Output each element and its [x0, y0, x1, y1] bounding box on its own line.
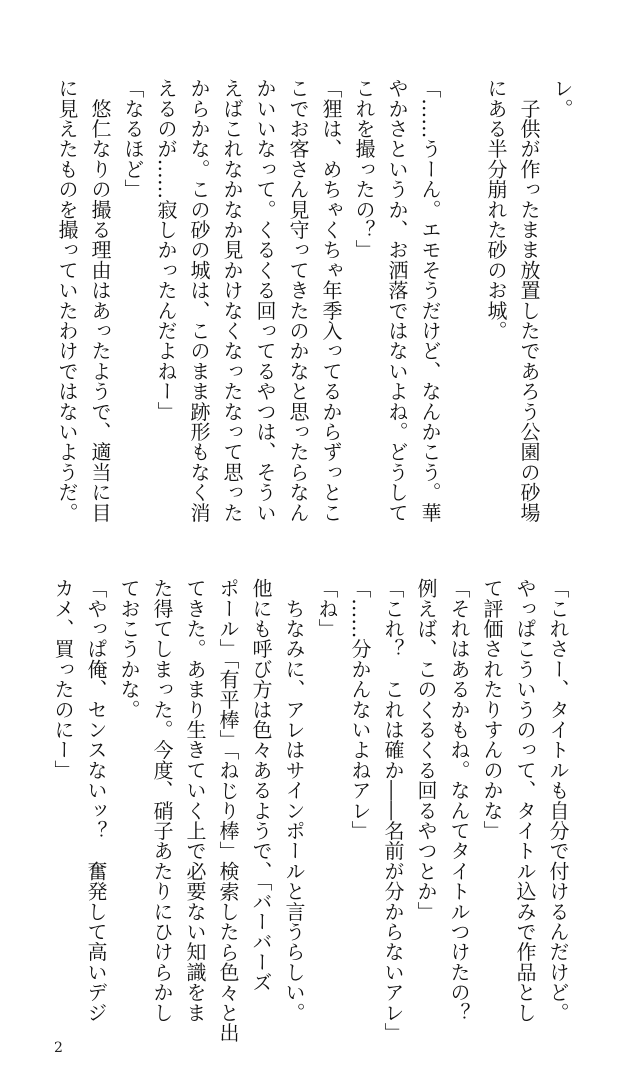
- text-line: にある半分崩れた砂のお城。: [484, 78, 508, 341]
- text-line: かいいなって。くるくる回ってるやつは、そうい: [253, 78, 277, 523]
- page-number: 2: [54, 1040, 63, 1056]
- text-line: 悠仁なりの撮る理由はあったようで、適当に目: [88, 78, 112, 523]
- text-line: えるのが……寂しかったんだよねー」: [154, 78, 178, 422]
- text-line: 「……うーん。エモそうだけど、なんかこう。華: [418, 78, 442, 523]
- text-line: た得てしまった。今度、硝子あたりにひけらかし: [150, 578, 174, 1023]
- text-line: 子供が作ったまま放置したであろう公園の砂場: [517, 78, 541, 523]
- text-line: 「なるほど」: [121, 78, 145, 200]
- text-line: えばこれなかなか見かけなくなったなって思った: [220, 78, 244, 523]
- text-line: て評価されたりすんのかな」: [480, 578, 504, 841]
- text-line: やっぱこういうのって、タイトル込みで作品とし: [513, 578, 537, 1023]
- text-line: 「それはあるかもね。なんてタイトルつけたの？: [447, 578, 471, 1023]
- text-line: ポール」「有平棒」「ねじり棒」検索したら色々と出: [216, 578, 240, 1043]
- text-line: 「狸は、めちゃくちゃ年季入ってるからずっとこ: [319, 78, 343, 523]
- text-line: こでお客さん見守ってきたのかなと思ったらなん: [286, 78, 310, 523]
- text-line: 「ね」: [315, 578, 339, 639]
- text-line: 「……分かんないよねアレ」: [348, 578, 372, 841]
- text-line: ちなみに、アレはサインポールと言うらしい。: [282, 578, 306, 1023]
- blank-line: [446, 78, 479, 528]
- text-line: 「これ？ これは確か――名前が分からないアレ」: [381, 578, 405, 1043]
- text-line: 他にも呼び方は色々あるようで、「バーバーズ: [249, 578, 273, 993]
- text-line: やかさというか、お洒落ではないよね。どうして: [385, 78, 409, 523]
- text-line: 「これさー、タイトルも自分で付けるんだけど。: [546, 578, 570, 1023]
- text-line: からかな。この砂の城は、このまま跡形もなく消: [187, 78, 211, 523]
- text-line: これを撮ったの？」: [352, 78, 376, 260]
- text-line: 例えば、このくるくる回るやつとか」: [414, 578, 438, 922]
- text-line: レ。: [550, 78, 574, 119]
- bottom-text-block: [51, 578, 574, 1043]
- top-text-block: [55, 78, 578, 528]
- text-line: ておこうかな。: [117, 578, 141, 720]
- text-line: 「やっぱ俺、センスないッ？ 奮発して高いデジ: [84, 578, 108, 1023]
- text-line: に見えたものを撮っていたわけではないようだ。: [55, 78, 79, 523]
- text-line: てきた。あまり生きていく上で必要ない知識をま: [183, 578, 207, 1023]
- text-line: カメ、買ったのにー」: [51, 578, 75, 780]
